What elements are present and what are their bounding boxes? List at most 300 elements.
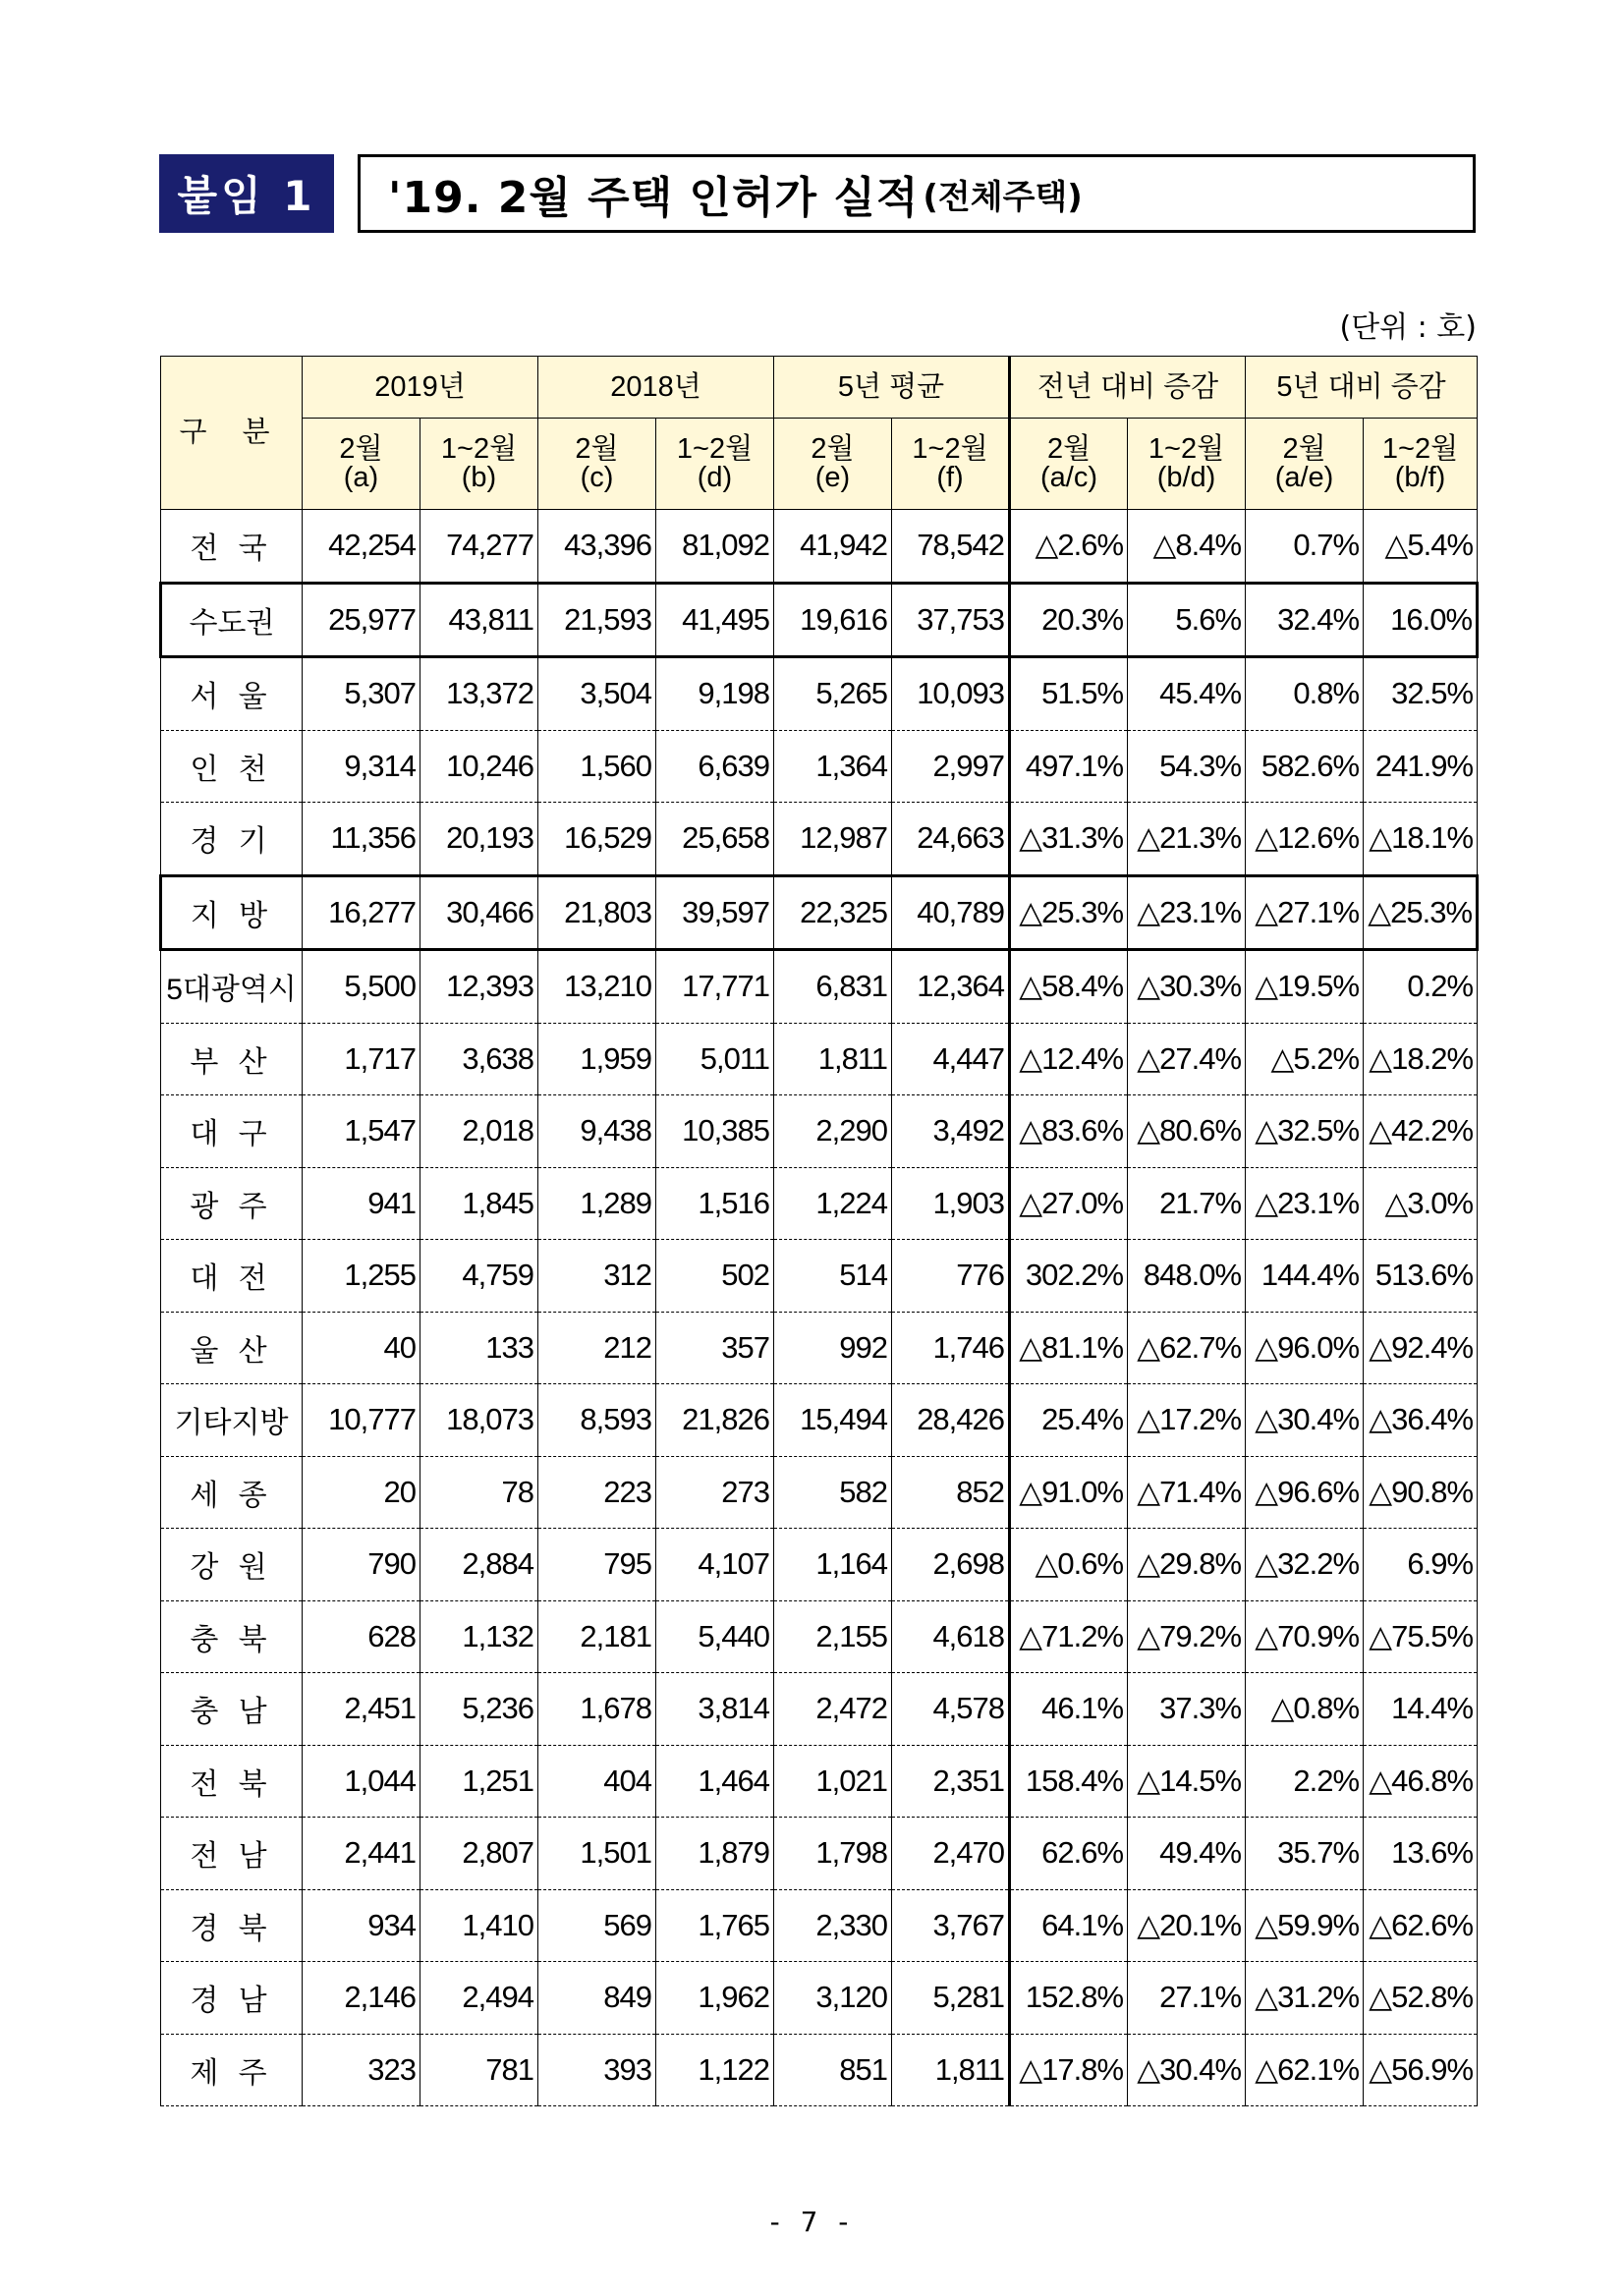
value-cell: 5,307 [303,657,420,731]
value-cell: 5,011 [656,1023,774,1095]
region-name: 대 전 [161,1240,303,1313]
value-cell: 1,678 [538,1673,656,1746]
value-cell: 2,351 [892,1745,1010,1818]
value-cell: 1,765 [656,1889,774,1962]
value-cell: 223 [538,1456,656,1529]
page-title: '19. 2월 주택 인허가 실적 [388,173,920,223]
table-row [161,1095,1478,1168]
value-cell: 795 [538,1529,656,1601]
table-row [161,950,1478,1024]
value-cell: 14.4% [1364,1673,1478,1746]
column-header-period: 2월 [811,433,855,465]
value-cell: 158.4% [1010,1745,1128,1818]
value-cell: 4,578 [892,1673,1010,1746]
value-cell: 514 [774,1240,892,1313]
value-cell: △58.4% [1010,950,1128,1024]
table-row [161,730,1478,803]
value-cell: 24,663 [892,803,1010,876]
value-cell: 4,618 [892,1600,1010,1673]
value-cell: 10,093 [892,657,1010,731]
column-header-period: 2월 [575,433,619,465]
value-cell: 3,504 [538,657,656,731]
value-cell: 992 [774,1312,892,1384]
value-cell: 273 [656,1456,774,1529]
value-cell: 78,542 [892,510,1010,584]
value-cell: 20 [303,1456,420,1529]
value-cell: △62.6% [1364,1889,1478,1962]
value-cell: △18.2% [1364,1023,1478,1095]
group-header: 2019년 [303,357,538,419]
value-cell: △92.4% [1364,1312,1478,1384]
value-cell: △70.9% [1246,1600,1364,1673]
value-cell: 2,472 [774,1673,892,1746]
region-name: 5대광역시 [161,950,303,1024]
value-cell: 1,464 [656,1745,774,1818]
value-cell: 3,638 [420,1023,538,1095]
region-name: 서 울 [161,657,303,731]
column-header [1128,419,1246,510]
value-cell: 2,494 [420,1962,538,2035]
region-name: 경 기 [161,803,303,876]
value-cell: 582.6% [1246,730,1364,803]
value-cell: 37.3% [1128,1673,1246,1746]
value-cell: △12.4% [1010,1023,1128,1095]
page-number: - 7 - [769,2206,855,2238]
column-header-period: 1~2월 [676,433,754,465]
page-header [159,154,1476,233]
value-cell: △3.0% [1364,1167,1478,1240]
value-cell: 3,814 [656,1673,774,1746]
value-cell: 8,593 [538,1384,656,1457]
table-row [161,1889,1478,1962]
value-cell: 1,132 [420,1600,538,1673]
value-cell: 502 [656,1240,774,1313]
group-header: 2018년 [538,357,774,419]
value-cell: 851 [774,2034,892,2106]
value-cell: 16,529 [538,803,656,876]
value-cell: △12.6% [1246,803,1364,876]
table-row [161,1600,1478,1673]
column-header-code: (b/f) [1394,462,1446,493]
value-cell: 2,470 [892,1818,1010,1890]
column-header [420,419,538,510]
region-name: 대 구 [161,1095,303,1168]
table-row [161,2034,1478,2106]
value-cell: 302.2% [1010,1240,1128,1313]
value-cell: 9,198 [656,657,774,731]
corner-header: 구 분 [161,357,303,510]
value-cell: 152.8% [1010,1962,1128,2035]
value-cell: 12,393 [420,950,538,1024]
value-cell: 4,759 [420,1240,538,1313]
column-header [774,419,892,510]
column-header-code: (e) [814,462,851,493]
value-cell: 10,777 [303,1384,420,1457]
value-cell: 25,977 [303,583,420,657]
value-cell: 30,466 [420,875,538,950]
value-cell: 16.0% [1364,583,1478,657]
value-cell: 28,426 [892,1384,1010,1457]
value-cell: 1,547 [303,1095,420,1168]
value-cell: 4,447 [892,1023,1010,1095]
table-row [161,1456,1478,1529]
column-header-period: 2월 [1282,433,1326,465]
value-cell: 5,440 [656,1600,774,1673]
value-cell: △96.6% [1246,1456,1364,1529]
value-cell: 781 [420,2034,538,2106]
value-cell: 1,251 [420,1745,538,1818]
value-cell: 6,831 [774,950,892,1024]
value-cell: 2,290 [774,1095,892,1168]
value-cell: 323 [303,2034,420,2106]
column-header [656,419,774,510]
value-cell: 13,372 [420,657,538,731]
column-header-period: 1~2월 [1148,433,1225,465]
value-cell: 9,438 [538,1095,656,1168]
value-cell: 144.4% [1246,1240,1364,1313]
value-cell: 1,410 [420,1889,538,1962]
value-cell: 40 [303,1312,420,1384]
value-cell: 21,826 [656,1384,774,1457]
value-cell: 17,771 [656,950,774,1024]
value-cell: △32.5% [1246,1095,1364,1168]
title-box [358,154,1476,233]
value-cell: 42,254 [303,510,420,584]
value-cell: 2,451 [303,1673,420,1746]
value-cell: △29.8% [1128,1529,1246,1601]
column-header [538,419,656,510]
value-cell: 1,811 [774,1023,892,1095]
value-cell: 25.4% [1010,1384,1128,1457]
value-cell: 45.4% [1128,657,1246,731]
table-row [161,1312,1478,1384]
value-cell: 5,265 [774,657,892,731]
value-cell: △30.3% [1128,950,1246,1024]
value-cell: 3,492 [892,1095,1010,1168]
value-cell: 1,746 [892,1312,1010,1384]
column-header-code: (a/c) [1040,462,1098,493]
value-cell: △17.8% [1010,2034,1128,2106]
value-cell: 12,364 [892,950,1010,1024]
value-cell: 11,356 [303,803,420,876]
value-cell: 25,658 [656,803,774,876]
column-header-code: (b/d) [1156,462,1216,493]
value-cell: 1,122 [656,2034,774,2106]
value-cell: △0.6% [1010,1529,1128,1601]
value-cell: △71.4% [1128,1456,1246,1529]
value-cell: △75.5% [1364,1600,1478,1673]
value-cell: 9,314 [303,730,420,803]
value-cell: 1,560 [538,730,656,803]
value-cell: 3,120 [774,1962,892,2035]
value-cell: 790 [303,1529,420,1601]
value-cell: 133 [420,1312,538,1384]
region-name: 제 주 [161,2034,303,2106]
attachment-badge: 붙임 1 [159,154,334,233]
value-cell: △23.1% [1246,1167,1364,1240]
group-header: 5년 대비 증감 [1246,357,1478,419]
value-cell: 1,364 [774,730,892,803]
region-name: 충 남 [161,1673,303,1746]
table-row [161,1023,1478,1095]
value-cell: △8.4% [1128,510,1246,584]
value-cell: 3,767 [892,1889,1010,1962]
value-cell: △81.1% [1010,1312,1128,1384]
value-cell: 1,811 [892,2034,1010,2106]
value-cell: 1,021 [774,1745,892,1818]
column-header-code: (b) [461,462,497,493]
region-name: 전 국 [161,510,303,584]
column-header-period: 1~2월 [440,433,518,465]
value-cell: △5.2% [1246,1023,1364,1095]
column-header-code: (a) [343,462,379,493]
region-name: 울 산 [161,1312,303,1384]
value-cell: 41,495 [656,583,774,657]
table-row [161,583,1478,657]
region-name: 기타지방 [161,1384,303,1457]
value-cell: 0.2% [1364,950,1478,1024]
table-row [161,1818,1478,1890]
value-cell: 13,210 [538,950,656,1024]
value-cell: 15,494 [774,1384,892,1457]
table-row [161,1167,1478,1240]
group-header-row [161,357,1478,419]
value-cell: 2,146 [303,1962,420,2035]
value-cell: 74,277 [420,510,538,584]
value-cell: 39,597 [656,875,774,950]
value-cell: △20.1% [1128,1889,1246,1962]
value-cell: 1,501 [538,1818,656,1890]
value-cell: △79.2% [1128,1600,1246,1673]
value-cell: △31.3% [1010,803,1128,876]
value-cell: 1,717 [303,1023,420,1095]
region-name: 수도권 [161,583,303,657]
value-cell: 2,884 [420,1529,538,1601]
value-cell: 46.1% [1010,1673,1128,1746]
value-cell: 2,807 [420,1818,538,1890]
value-cell: 2,155 [774,1600,892,1673]
value-cell: △83.6% [1010,1095,1128,1168]
column-header [1246,419,1364,510]
value-cell: 2.2% [1246,1745,1364,1818]
value-cell: 497.1% [1010,730,1128,803]
value-cell: 41,942 [774,510,892,584]
value-cell: 2,181 [538,1600,656,1673]
column-header-period: 2월 [1046,433,1092,465]
value-cell: 1,903 [892,1167,1010,1240]
column-header-code: (a/e) [1274,462,1334,493]
value-cell: △23.1% [1128,875,1246,950]
table-row [161,1673,1478,1746]
value-cell: 78 [420,1456,538,1529]
column-header [1010,419,1128,510]
value-cell: △21.3% [1128,803,1246,876]
value-cell: △14.5% [1128,1745,1246,1818]
value-cell: 81,092 [656,510,774,584]
value-cell: 357 [656,1312,774,1384]
value-cell: △27.1% [1246,875,1364,950]
value-cell: 582 [774,1456,892,1529]
value-cell: 0.8% [1246,657,1364,731]
value-cell: 10,385 [656,1095,774,1168]
value-cell: 2,018 [420,1095,538,1168]
value-cell: 27.1% [1128,1962,1246,2035]
value-cell: △30.4% [1128,2034,1246,2106]
region-name: 세 종 [161,1456,303,1529]
value-cell: △90.8% [1364,1456,1478,1529]
value-cell: 852 [892,1456,1010,1529]
value-cell: △71.2% [1010,1600,1128,1673]
value-cell: △5.4% [1364,510,1478,584]
value-cell: 513.6% [1364,1240,1478,1313]
column-header-code: (f) [936,462,964,493]
value-cell: 569 [538,1889,656,1962]
value-cell: 404 [538,1745,656,1818]
column-header-code: (d) [697,462,733,493]
value-cell: △30.4% [1246,1384,1364,1457]
value-cell: 43,811 [420,583,538,657]
group-header: 5년 평균 [774,357,1010,419]
value-cell: 1,798 [774,1818,892,1890]
value-cell: 1,962 [656,1962,774,2035]
value-cell: 20.3% [1010,583,1128,657]
value-cell: 5,500 [303,950,420,1024]
value-cell: 2,441 [303,1818,420,1890]
column-header-period: 1~2월 [1381,433,1459,465]
column-header [303,419,420,510]
value-cell: 312 [538,1240,656,1313]
value-cell: 49.4% [1128,1818,1246,1890]
value-cell: 37,753 [892,583,1010,657]
value-cell: 1,516 [656,1167,774,1240]
value-cell: 21.7% [1128,1167,1246,1240]
value-cell: △32.2% [1246,1529,1364,1601]
region-name: 충 북 [161,1600,303,1673]
value-cell: 62.6% [1010,1818,1128,1890]
value-cell: 1,044 [303,1745,420,1818]
table-row [161,1529,1478,1601]
value-cell: △25.3% [1010,875,1128,950]
value-cell: 849 [538,1962,656,2035]
value-cell: 776 [892,1240,1010,1313]
housing-permits-table [159,356,1479,2106]
value-cell: △2.6% [1010,510,1128,584]
value-cell: 1,224 [774,1167,892,1240]
value-cell: △25.3% [1364,875,1478,950]
value-cell: 10,246 [420,730,538,803]
value-cell: 1,879 [656,1818,774,1890]
value-cell: 5,236 [420,1673,538,1746]
column-header [892,419,1010,510]
region-name: 전 남 [161,1818,303,1890]
column-header-period: 1~2월 [912,433,988,465]
table-row [161,1240,1478,1313]
value-cell: 43,396 [538,510,656,584]
value-cell: 5,281 [892,1962,1010,2035]
value-cell: 54.3% [1128,730,1246,803]
value-cell: △80.6% [1128,1095,1246,1168]
page-subtitle: (전체주택) [923,177,1083,217]
table-row [161,1745,1478,1818]
value-cell: 51.5% [1010,657,1128,731]
value-cell: 2,330 [774,1889,892,1962]
value-cell: 6,639 [656,730,774,803]
value-cell: 22,325 [774,875,892,950]
value-cell: △0.8% [1246,1673,1364,1746]
value-cell: 32.5% [1364,657,1478,731]
value-cell: 1,255 [303,1240,420,1313]
column-header-code: (c) [580,462,614,493]
sub-header-row [161,419,1478,510]
column-header [1364,419,1478,510]
region-name: 경 남 [161,1962,303,2035]
value-cell: △62.7% [1128,1312,1246,1384]
table-row [161,1384,1478,1457]
column-header-period: 2월 [339,433,383,465]
table-row [161,803,1478,876]
value-cell: 20,193 [420,803,538,876]
value-cell: 941 [303,1167,420,1240]
value-cell: △27.0% [1010,1167,1128,1240]
value-cell: △56.9% [1364,2034,1478,2106]
value-cell: △17.2% [1128,1384,1246,1457]
value-cell: 35.7% [1246,1818,1364,1890]
value-cell: △18.1% [1364,803,1478,876]
value-cell: 19,616 [774,583,892,657]
value-cell: 12,987 [774,803,892,876]
value-cell: 21,593 [538,583,656,657]
region-name: 전 북 [161,1745,303,1818]
value-cell: 0.7% [1246,510,1364,584]
value-cell: △42.2% [1364,1095,1478,1168]
value-cell: 934 [303,1889,420,1962]
region-name: 강 원 [161,1529,303,1601]
table-row [161,1962,1478,2035]
value-cell: △36.4% [1364,1384,1478,1457]
region-name: 인 천 [161,730,303,803]
value-cell: △62.1% [1246,2034,1364,2106]
value-cell: 2,997 [892,730,1010,803]
value-cell: △52.8% [1364,1962,1478,2035]
value-cell: △59.9% [1246,1889,1364,1962]
value-cell: △27.4% [1128,1023,1246,1095]
value-cell: 64.1% [1010,1889,1128,1962]
value-cell: 32.4% [1246,583,1364,657]
value-cell: △96.0% [1246,1312,1364,1384]
value-cell: 16,277 [303,875,420,950]
value-cell: 5.6% [1128,583,1246,657]
value-cell: 21,803 [538,875,656,950]
value-cell: 1,959 [538,1023,656,1095]
value-cell: 1,289 [538,1167,656,1240]
value-cell: 18,073 [420,1384,538,1457]
value-cell: △46.8% [1364,1745,1478,1818]
value-cell: 40,789 [892,875,1010,950]
group-header: 전년 대비 증감 [1010,357,1246,419]
value-cell: △19.5% [1246,950,1364,1024]
table-row [161,510,1478,584]
value-cell: 1,845 [420,1167,538,1240]
value-cell: 6.9% [1364,1529,1478,1601]
value-cell: 212 [538,1312,656,1384]
value-cell: 13.6% [1364,1818,1478,1890]
region-name: 경 북 [161,1889,303,1962]
unit-label: (단위 : 호) [1339,310,1477,345]
value-cell: 4,107 [656,1529,774,1601]
value-cell: △31.2% [1246,1962,1364,2035]
value-cell: 848.0% [1128,1240,1246,1313]
table-row [161,657,1478,731]
